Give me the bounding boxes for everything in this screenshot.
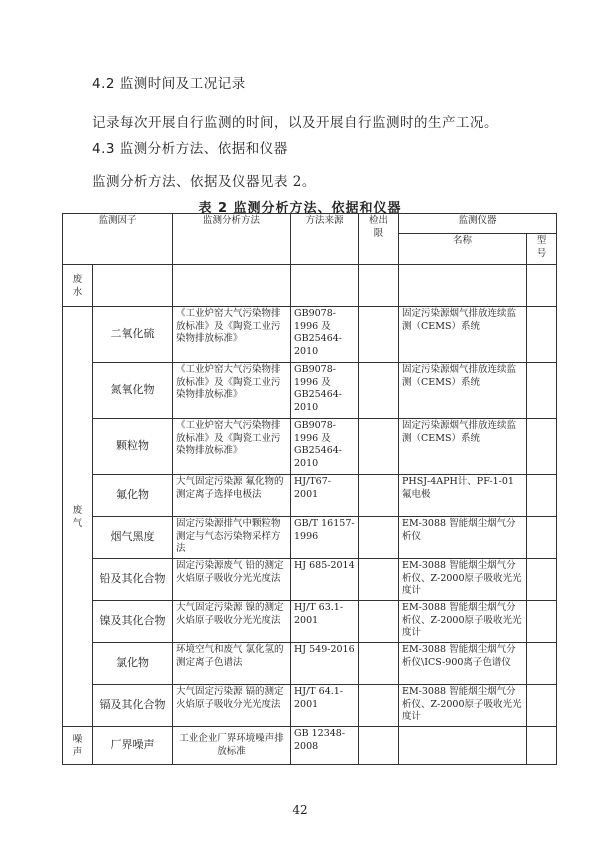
header-method: 监测分析方法 (173, 214, 291, 265)
factor-cell: 氟化物 (93, 475, 173, 517)
table-caption: 表 2 监测分析方法、依据和仪器 (198, 201, 402, 216)
instrument-cell: EM-3088 智能烟尘烟气分析仪\ICS-900离子色谱仪 (399, 643, 527, 685)
factor-cell: 镍及其化合物 (93, 601, 173, 643)
factor-cell: 氮氧化物 (93, 363, 173, 419)
method-cell: 大气固定污染源 镉的测定火焰原子吸收分光光度法 (173, 685, 291, 727)
source-cell: GB9078-1996 及 GB25464-2010 (291, 419, 359, 475)
table-row (63, 517, 557, 559)
header-instrument: 监测仪器 (399, 214, 557, 234)
section-4-2-text: 记录每次开展自行监测的时间，以及开展自行监测时的生产工况。 (92, 115, 498, 131)
factor-cell: 烟气黑度 (93, 517, 173, 559)
factor-cell: 二氧化硫 (93, 307, 173, 363)
method-cell: 《工业炉窑大气污染物排放标准》及《陶瓷工业污染物排放标准》 (173, 363, 291, 419)
instrument-cell: 固定污染源烟气排放连续监测（CEMS）系统 (399, 363, 527, 419)
method-cell: 《工业炉窑大气污染物排放标准》及《陶瓷工业污染物排放标准》 (173, 419, 291, 475)
source-cell: HJ 549-2016 (291, 643, 359, 685)
table-row (63, 685, 557, 727)
source-cell: GB/T 16157-1996 (291, 517, 359, 559)
group-wastewater: 废水 (63, 265, 93, 307)
source-cell: HJ/T 63.1-2001 (291, 601, 359, 643)
header-factor: 监测因子 (63, 214, 173, 265)
table-row (63, 643, 557, 685)
method-cell: 《工业炉窑大气污染物排放标准》及《陶瓷工业污染物排放标准》 (173, 307, 291, 363)
source-cell: HJ/T 64.1-2001 (291, 685, 359, 727)
method-cell: 大气固定污染源 镍的测定火焰原子吸收分光光度法 (173, 601, 291, 643)
table-row (63, 475, 557, 517)
page-number: 42 (292, 803, 308, 817)
factor-cell: 氯化物 (93, 643, 173, 685)
method-cell: 工业企业厂界环境噪声排放标准 (173, 727, 291, 765)
table-row (63, 419, 557, 475)
header-instrument-name: 名称 (399, 234, 527, 265)
factor-cell: 厂界噪声 (93, 727, 173, 765)
source-cell: GB 12348-2008 (291, 727, 359, 765)
group-noise: 噪声 (63, 727, 93, 765)
source-cell: GB9078-1996 及 GB25464-2010 (291, 363, 359, 419)
table-row (63, 727, 557, 765)
factor-cell: 颗粒物 (93, 419, 173, 475)
table-row (63, 601, 557, 643)
section-4-3-text: 监测分析方法、依据及仪器见表 2。 (92, 174, 316, 190)
table-row (63, 559, 557, 601)
factor-cell: 铅及其化合物 (93, 559, 173, 601)
factor-cell: 镉及其化合物 (93, 685, 173, 727)
table-row (63, 307, 557, 363)
instrument-cell: EM-3088 智能烟尘烟气分析仪、Z-2000原子吸收光光度计 (399, 601, 527, 643)
header-source: 方法来源 (291, 214, 359, 265)
method-cell: 固定污染源废气 铅的测定火焰原子吸收分光光度法 (173, 559, 291, 601)
instrument-cell: EM-3088 智能烟尘烟气分析仪、Z-2000原子吸收光光度计 (399, 559, 527, 601)
method-cell: 大气固定污染源 氟化物的测定离子选择电极法 (173, 475, 291, 517)
instrument-cell: PHSJ-4APH计、PF-1-01氟电极 (399, 475, 527, 517)
source-cell: HJ 685-2014 (291, 559, 359, 601)
section-4-2-heading: 4.2 监测时间及工况记录 (92, 76, 246, 92)
section-4-3-heading: 4.3 监测分析方法、依据和仪器 (92, 141, 288, 157)
method-cell: 固定污染源排气中颗粒物测定与气态污染物采样方法 (173, 517, 291, 559)
method-cell: 环境空气和废气 氯化氢的测定离子色谱法 (173, 643, 291, 685)
instrument-cell: 固定污染源烟气排放连续监测（CEMS）系统 (399, 307, 527, 363)
header-limit: 检出限 (359, 214, 399, 265)
source-cell: HJ/T67-2001 (291, 475, 359, 517)
group-wastegas: 废气 (63, 307, 93, 727)
instrument-cell: EM-3088 智能烟尘烟气分析仪 (399, 517, 527, 559)
header-instrument-model: 型号 (527, 234, 557, 265)
instrument-cell: EM-3088 智能烟尘烟气分析仪、Z-2000原子吸收光光度计 (399, 685, 527, 727)
methods-table (62, 213, 557, 765)
source-cell: GB9078-1996 及 GB25464-2010 (291, 307, 359, 363)
table-row (63, 363, 557, 419)
instrument-cell: 固定污染源烟气排放连续监测（CEMS）系统 (399, 419, 527, 475)
